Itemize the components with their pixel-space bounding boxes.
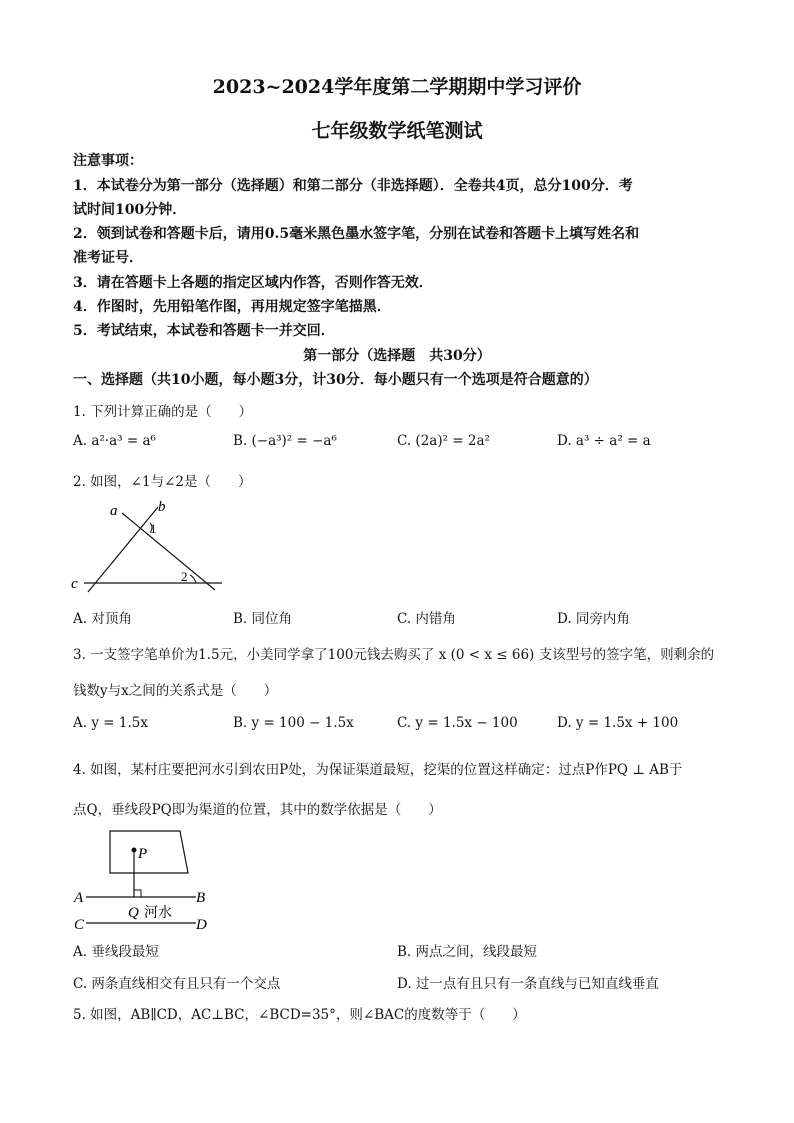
q2-stem: 2. 如图，∠1与∠2是（ ） — [73, 474, 252, 490]
q4-option-d: D. 过一点有且只有一条直线与已知直线垂直 — [397, 976, 659, 992]
notice-line-3: 2．领到试卷和答题卡后，请用0.5毫米黑色墨水签字笔，分别在试卷和答题卡上填写姓名和 — [73, 226, 640, 242]
label-c: c — [71, 576, 78, 592]
q1-option-a: A. a²·a³ = a⁶ — [73, 433, 156, 449]
q3-stem-line2: 钱数y与x之间的关系式是（ ） — [73, 683, 278, 699]
label-d: D — [196, 917, 207, 933]
label-a: A — [74, 890, 84, 906]
label-b: B — [196, 890, 206, 906]
q2-option-b: B. 同位角 — [233, 611, 293, 627]
notice-heading: 注意事项： — [73, 153, 143, 169]
q1-option-b: B. (−a³)² = −a⁶ — [233, 433, 337, 449]
label-a: a — [110, 503, 118, 519]
label-b: b — [158, 499, 166, 515]
label-river: 河水 — [144, 906, 172, 921]
q2-figure — [70, 495, 230, 600]
q1-option-c: C. (2a)² = 2a² — [397, 433, 490, 449]
label-angle-2: 2 — [181, 569, 188, 584]
angle-2-arc — [190, 575, 196, 583]
q4-stem-line2: 点Q，垂线段PQ即为渠道的位置，其中的数学依据是（ ） — [73, 802, 442, 818]
q4-figure — [70, 825, 220, 935]
q3-option-b: B. y = 100 − 1.5x — [233, 715, 354, 731]
q2-option-c: C. 内错角 — [397, 611, 456, 627]
q3-stem-line1: 3. 一支签字笔单价为1.5元，小美同学拿了100元钱去购买了 x (0 < x ≤ 66) 支该型号的签字笔，则剩余的 — [73, 647, 715, 663]
notice-line-4: 准考证号． — [73, 250, 143, 266]
q4-option-a: A. 垂线段最短 — [73, 944, 159, 960]
q2-option-d: D. 同旁内角 — [557, 611, 630, 627]
notice-line-6: 4．作图时，先用铅笔作图，再用规定签字笔描黑． — [73, 299, 391, 315]
section-heading: 一、选择题（共10小题，每小题3分，计30分．每小题只有一个选项是符合题意的） — [73, 372, 598, 388]
q4-option-c: C. 两条直线相交有且只有一个交点 — [73, 976, 281, 992]
notice-line-2: 试时间100分钟． — [73, 202, 187, 218]
line-b — [88, 507, 158, 592]
part1-heading: 第一部分（选择题 共30分） — [303, 348, 491, 364]
q3-option-d: D. y = 1.5x + 100 — [557, 715, 679, 731]
q2-option-a: A. 对顶角 — [73, 611, 132, 627]
exam-title: 2023~2024学年度第二学期期中学习评价 — [212, 76, 582, 98]
q4-stem-line1: 4. 如图，某村庄要把河水引到农田P处，为保证渠道最短，挖渠的位置这样确定：过点P作PQ ⊥ AB于 — [73, 762, 683, 778]
q5-stem: 5. 如图，AB∥CD，AC⊥BC，∠BCD=35°，则∠BAC的度数等于（ ） — [73, 1007, 526, 1023]
exam-subtitle: 七年级数学纸笔测试 — [311, 120, 483, 142]
q4-option-b: B. 两点之间，线段最短 — [397, 944, 538, 960]
label-c: C — [74, 917, 85, 933]
q1-option-d: D. a³ ÷ a² = a — [557, 433, 651, 449]
line-a — [122, 513, 215, 590]
farmland-shape — [110, 831, 188, 873]
notice-line-1: 1．本试卷分为第一部分（选择题）和第二部分（非选择题）．全卷共4页，总分100分．考 — [73, 178, 633, 194]
notice-line-5: 3．请在答题卡上各题的指定区域内作答，否则作答无效． — [73, 275, 433, 291]
label-p: P — [138, 846, 148, 862]
notice-line-7: 5．考试结束，本试卷和答题卡一并交回． — [73, 323, 335, 339]
q1-stem: 1. 下列计算正确的是（ ） — [73, 404, 253, 420]
q3-option-a: A. y = 1.5x — [73, 715, 148, 731]
label-q: Q — [128, 905, 139, 921]
right-angle-mark — [134, 890, 141, 897]
q3-option-c: C. y = 1.5x − 100 — [397, 715, 518, 731]
label-angle-1: 1 — [150, 521, 157, 536]
